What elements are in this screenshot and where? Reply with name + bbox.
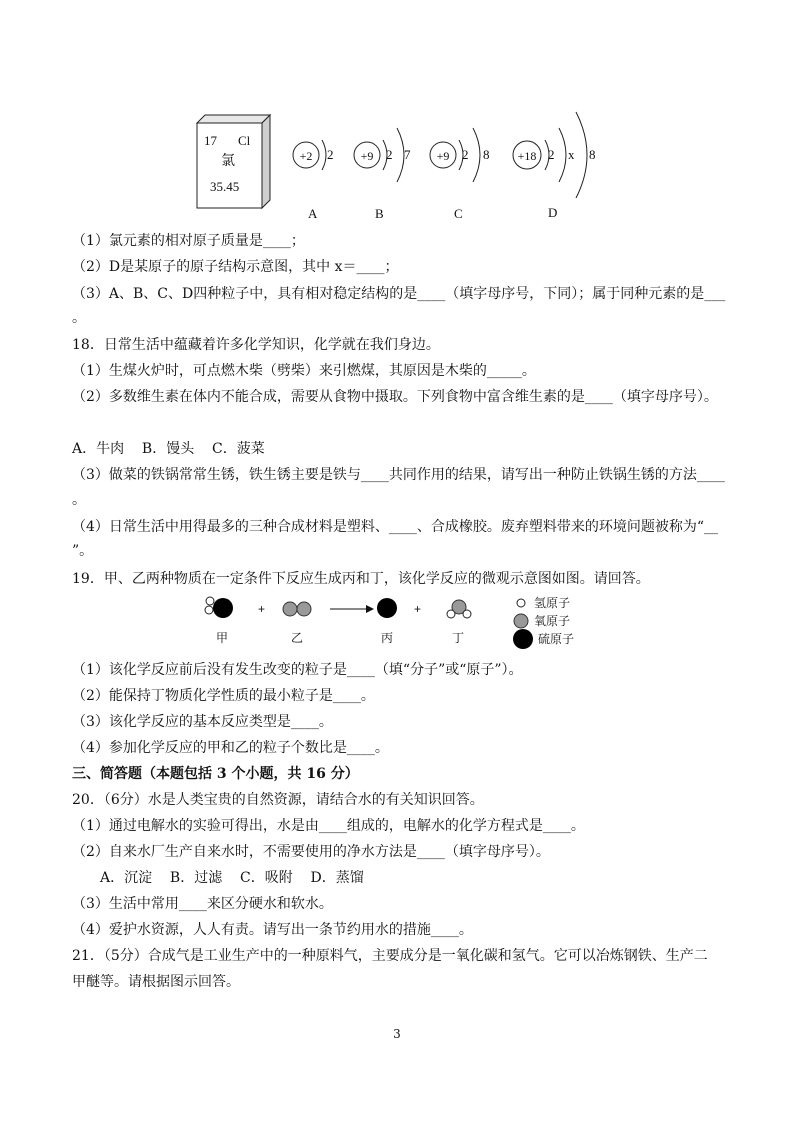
plus-sign-1: + xyxy=(258,602,266,616)
element-symbol: Cl xyxy=(238,133,251,148)
reaction-arrow xyxy=(330,605,374,613)
molecule-yi xyxy=(283,602,311,645)
q19-part-3: （3）该化学反应的基本反应类型是____。 xyxy=(72,714,333,730)
molecule-jia xyxy=(205,597,233,645)
q17-part-2: （2）D是某原子的原子结构示意图，其中 x＝____； xyxy=(72,259,399,275)
particle-d-shell-3: 8 xyxy=(589,147,596,162)
plus-sign-2: + xyxy=(414,602,422,616)
q18-stem: 18．日常生活中蕴藏着许多化学知识，化学就在我们身边。 xyxy=(72,337,440,353)
particle-a-shell-1: 2 xyxy=(327,147,334,162)
particle-a-label: A xyxy=(308,206,318,221)
q20-stem: 20．（6分）水是人类宝贵的自然资源，请结合水的有关知识回答。 xyxy=(72,792,484,808)
q19-stem: 19．甲、乙两种物质在一定条件下反应生成丙和丁，该化学反应的微观示意图如图。请回答。 xyxy=(72,571,650,587)
particle-b-diagram xyxy=(354,128,411,221)
q19-part-1: （1）该化学反应前后没有发生改变的粒子是____（填“分子”或“原子”）。 xyxy=(72,662,523,678)
oxygen-atom-swatch xyxy=(514,614,528,628)
q18-part-4: （4）日常生活中用得最多的三种合成材料是塑料、____、合成橡胶。废弃塑料带来的环境问题被称为“__ xyxy=(72,519,719,535)
hydrogen-atom-swatch xyxy=(517,599,525,607)
particle-b-label: B xyxy=(375,206,384,221)
q18-part-3-end: 。 xyxy=(72,492,86,508)
reaction-diagram xyxy=(198,594,598,652)
q19-part-4: （4）参加化学反应的甲和乙的粒子个数比是____。 xyxy=(72,740,389,756)
label-bing: 丙 xyxy=(381,631,394,645)
particle-a-diagram xyxy=(293,140,334,221)
q20-options: A．沉淀 B．过滤 C．吸附 D．蒸馏 xyxy=(100,870,364,886)
atom-legend xyxy=(513,596,574,649)
q20-part-1: （1）通过电解水的实验可得出，水是由____组成的，电解水的化学方程式是____。 xyxy=(72,818,585,834)
element-name: 氯 xyxy=(221,154,235,169)
q20-part-4: （4）爱护水资源，人人有责。请写出一条节约用水的措施____。 xyxy=(72,922,473,938)
label-jia: 甲 xyxy=(216,631,229,645)
molecule-ding xyxy=(447,600,471,645)
legend-hydrogen: 氢原子 xyxy=(534,596,571,610)
section-3-heading: 三、简答题（本题包括 3 个小题，共 16 分） xyxy=(72,766,359,782)
particle-b-nucleus: +9 xyxy=(360,149,374,163)
q17-part-3-end: 。 xyxy=(72,310,86,326)
molecule-bing xyxy=(377,598,397,645)
particle-c-label: C xyxy=(454,206,463,221)
q18-part-2: （2）多数维生素在体内不能合成，需要从食物中摄取。下列食物中富含维生素的是____（填字母序号）。 xyxy=(72,389,718,405)
particle-c-shell-2: 8 xyxy=(483,147,490,162)
label-yi: 乙 xyxy=(291,631,304,645)
q20-part-2: （2）自来水厂生产自来水时，不需要使用的净水方法是____（填字母序号）。 xyxy=(72,844,550,860)
q18-part-3: （3）做菜的铁锅常常生锈，铁生锈主要是铁与____共同作用的结果，请写出一种防止铁锅生锈的方法____ xyxy=(72,467,725,483)
q18-part-1: （1）生煤火炉时，可点燃木柴（劈柴）来引燃煤，其原因是木柴的_____。 xyxy=(72,363,536,379)
particle-c-nucleus: +9 xyxy=(436,149,450,163)
particle-d-shell-2: x xyxy=(568,147,575,162)
q21-line-1: 21．（5分）合成气是工业生产中的一种原料气，主要成分是一氧化碳和氢气。它可以冶炼钢铁、生产二 xyxy=(72,948,708,964)
page-number: 3 xyxy=(393,1027,401,1041)
particle-c-shell-1: 2 xyxy=(462,147,469,162)
sulfur-atom-swatch xyxy=(513,629,533,649)
legend-oxygen: 氧原子 xyxy=(534,614,571,628)
particle-d-nucleus: +18 xyxy=(517,149,537,163)
particle-d-label: D xyxy=(548,205,558,220)
q17-part-1: （1）氯元素的相对原子质量是____； xyxy=(72,233,305,249)
atomic-structure-figure xyxy=(190,100,620,228)
element-box xyxy=(197,115,270,208)
legend-sulfur: 硫原子 xyxy=(538,632,575,646)
particle-d-shell-1: 2 xyxy=(548,147,555,162)
particle-d-diagram xyxy=(513,112,596,220)
q18-part-4-end: ”。 xyxy=(72,543,94,559)
particle-b-shell-1: 2 xyxy=(386,147,393,162)
q20-part-3: （3）生活中常用____来区分硬水和软水。 xyxy=(72,896,333,912)
q21-line-2: 甲醚等。请根据图示回答。 xyxy=(72,974,240,990)
q18-options: A．牛肉 B．馒头 C．菠菜 xyxy=(72,441,265,457)
particle-c-diagram xyxy=(430,128,490,221)
label-ding: 丁 xyxy=(452,631,465,645)
q19-part-2: （2）能保持丁物质化学性质的最小粒子是____。 xyxy=(72,688,375,704)
particle-b-shell-2: 7 xyxy=(404,147,411,162)
element-mass: 35.45 xyxy=(210,179,240,194)
particle-a-nucleus: +2 xyxy=(299,149,313,163)
element-number: 17 xyxy=(204,133,217,148)
q17-part-3: （3）A、B、C、D四种粒子中，具有相对稳定结构的是____（填字母序号，下同）；属于同种元素的是___ xyxy=(72,286,726,302)
